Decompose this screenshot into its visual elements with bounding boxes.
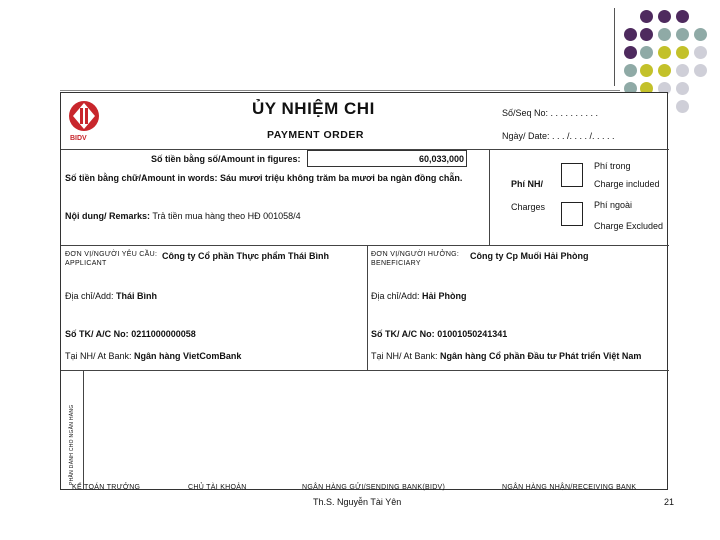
dot	[640, 64, 653, 77]
amount-words-value: Sáu mươi triệu không trăm ba mươi ba ngàn đồng chẵn.	[220, 173, 463, 183]
dot	[640, 28, 653, 41]
dot	[624, 28, 637, 41]
beneficiary-bank-label: Tại NH/ At Bank:	[371, 351, 438, 361]
dot	[676, 28, 689, 41]
footer-author: Th.S. Nguyễn Tài Yên	[313, 497, 402, 507]
dot	[676, 82, 689, 95]
fee-excluded-en-label: Charge Excluded	[594, 221, 664, 231]
beneficiary-account-label: Số TK/ A/C No:	[371, 329, 435, 339]
applicant-address-label: Địa chỉ/Add:	[65, 291, 114, 301]
dot	[694, 46, 707, 59]
decorative-line	[60, 90, 620, 91]
dot	[658, 64, 671, 77]
page-number: 21	[664, 497, 675, 507]
receiving-bank-label: NGÂN HÀNG NHẬN/RECEIVING BANK	[502, 484, 637, 491]
remarks-line	[65, 211, 301, 222]
dot	[694, 64, 707, 77]
dot	[676, 100, 689, 113]
applicant-label: ĐƠN VỊ/NGƯỜI YÊU CẦU:	[65, 251, 158, 258]
bidv-logo	[67, 99, 101, 143]
amount-words-label: Số tiền bằng chữ/Amount in words:	[65, 173, 218, 183]
fee-included-checkbox[interactable]	[561, 163, 583, 187]
dot	[676, 10, 689, 23]
beneficiary-account: 01001050241341	[437, 329, 508, 339]
applicant-name: Công ty Cổ phần Thực phẩm Thái Bình	[162, 251, 330, 261]
beneficiary-bank-line	[371, 351, 641, 362]
fee-included-label: Phí trong	[594, 161, 631, 171]
dot	[676, 46, 689, 59]
beneficiary-name: Công ty Cp Muối Hải Phòng	[470, 251, 589, 261]
beneficiary-label: ĐƠN VỊ/NGƯỜI HƯỞNG:	[371, 251, 460, 258]
fee-excluded-checkbox[interactable]	[561, 202, 583, 226]
applicant-address-line	[65, 291, 157, 302]
charges-label: Charges	[511, 202, 546, 212]
dot	[658, 46, 671, 59]
chief-accountant-label: KẾ TOÁN TRƯỞNG	[72, 484, 141, 491]
dot	[624, 64, 637, 77]
beneficiary-address-line	[371, 291, 467, 302]
amount-figures-value: 60,033,000	[418, 154, 464, 164]
applicant-account-line	[65, 329, 196, 340]
beneficiary-label-en: BENEFICIARY	[371, 260, 421, 267]
applicant-bank-line	[65, 351, 241, 362]
applicant-address: Thái Bình	[116, 291, 158, 301]
applicant-account: 0211000000058	[131, 329, 196, 339]
sending-bank-label: NGÂN HÀNG GỬI/SENDING BANK(BIDV)	[302, 484, 446, 491]
decorative-line	[614, 8, 615, 86]
remarks-value: Trả tiền mua hàng theo HĐ 001058/4	[152, 211, 301, 221]
fee-included-en-label: Charge included	[594, 179, 660, 189]
applicant-label-en: APPLICANT	[65, 260, 107, 267]
amount-figures-box	[307, 150, 467, 167]
beneficiary-address-label: Địa chỉ/Add:	[371, 291, 420, 301]
amount-figures-label: Số tiền bằng số/Amount in figures:	[151, 154, 301, 164]
fee-label: Phí NH/	[511, 179, 544, 189]
remarks-label: Nội dung/ Remarks:	[65, 211, 151, 221]
form-title: ỦY NHIỆM CHI	[252, 99, 375, 118]
dot	[640, 10, 653, 23]
beneficiary-address: Hải Phòng	[422, 291, 467, 301]
bank-use-side-label: PHẦN DÀNH CHO NGÂN HÀNG	[69, 404, 75, 485]
dot	[694, 28, 707, 41]
date-label: Ngày/ Date: . . . /. . . . /. . . . .	[502, 131, 615, 141]
applicant-bank-label: Tại NH/ At Bank:	[65, 351, 132, 361]
beneficiary-bank: Ngân hàng Cổ phần Đầu tư Phát triển Việt Nam	[440, 351, 642, 361]
amount-words-line	[65, 173, 462, 184]
dot	[640, 46, 653, 59]
applicant-bank: Ngân hàng VietComBank	[134, 351, 242, 361]
dot	[676, 64, 689, 77]
bank-short-name: BIDV	[70, 135, 87, 142]
account-holder-label: CHỦ TÀI KHOẢN	[188, 484, 247, 491]
dot	[658, 10, 671, 23]
applicant-account-label: Số TK/ A/C No:	[65, 329, 129, 339]
beneficiary-account-line	[371, 329, 507, 340]
dot	[658, 28, 671, 41]
dot	[624, 46, 637, 59]
form-subtitle: PAYMENT ORDER	[267, 129, 364, 141]
fee-excluded-label: Phí ngoài	[594, 200, 633, 210]
seq-number-label: Số/Seq No: . . . . . . . . . .	[502, 108, 599, 118]
payment-order-form	[60, 92, 668, 490]
